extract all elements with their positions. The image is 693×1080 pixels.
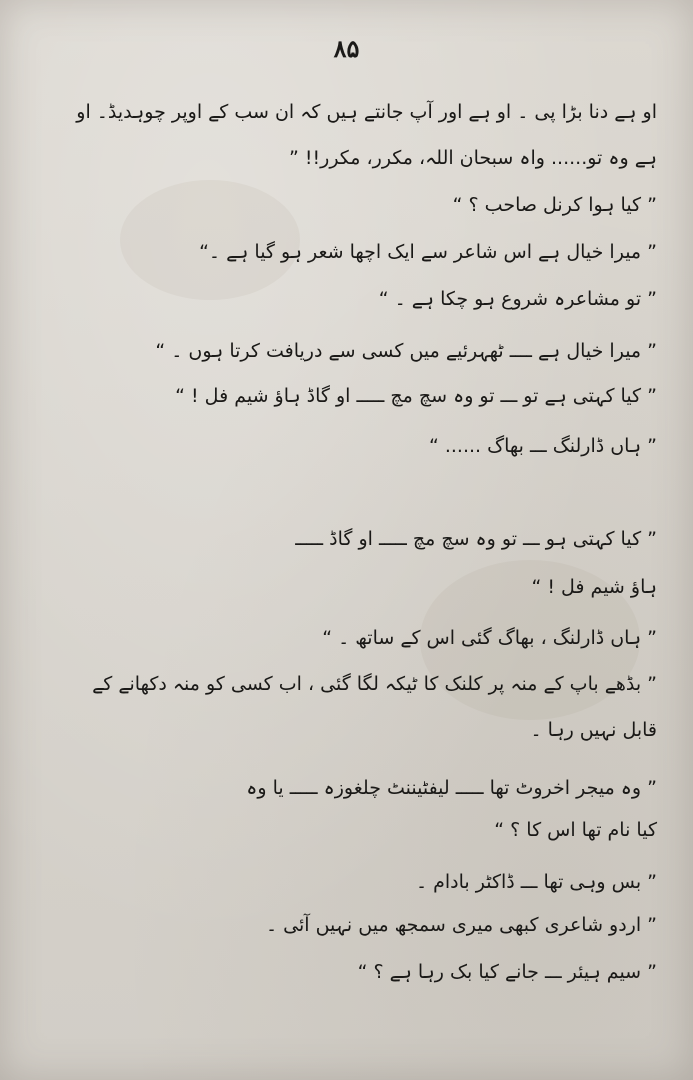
text-line-5: ” تو مشاعرہ شروع ہو چکا ہے ۔ “: [378, 288, 657, 310]
page-number: ۸۵: [333, 34, 360, 63]
text-line-1: او ہے دنا بڑا پی ۔ او ہے اور آپ جانتے ہیں کہ ان سب کے اوپر چوہدیڈ۔ او: [76, 101, 657, 123]
text-line-14: ” وہ میجر اخروٹ تھا ـــــ لیفٹیننٹ چلغوزہ ـــــ یا وہ: [246, 777, 657, 799]
text-line-2: ہے وہ تو...... واہ سبحان اللہ، مکرر، مکرر!! ”: [289, 147, 657, 169]
text-line-11: ” ہاں ڈارلنگ ، بھاگ گئی اس کے ساتھ ۔ “: [322, 627, 657, 649]
text-line-3: ” کیا ہوا کرنل صاحب ؟ “: [452, 194, 657, 216]
text-line-13: قابل نہیں رہا ۔: [530, 719, 657, 741]
text-line-15: کیا نام تھا اس کا ؟ “: [494, 819, 657, 841]
text-line-16: ” بس وہی تھا ـــ ڈاکٹر بادام ۔: [415, 871, 657, 893]
text-line-12: ” بڈھے باپ کے منہ پر کلنک کا ٹیکہ لگا گئی ، اب کسی کو منہ دکھانے کے: [92, 673, 657, 695]
text-line-17: ” اردو شاعری کبھی میری سمجھ میں نہیں آئی ۔: [265, 914, 657, 936]
text-line-6: ” میرا خیال ہے ــــ ٹھہرئیے میں کسی سے دریافت کرتا ہوں ۔ “: [155, 340, 657, 362]
text-line-8: ” ہاں ڈارلنگ ـــ بھاگ ...... “: [428, 435, 657, 457]
text-line-7: ” کیا کہتی ہے تو ـــ تو وہ سچ مچ ـــــ او گاڈ ہاؤ شیم فل ! “: [175, 385, 657, 407]
text-line-10: ہاؤ شیم فل ! “: [531, 576, 657, 598]
text-line-9: ” کیا کہتی ہو ـــ تو وہ سچ مچ ـــــ او گاڈ ـــــ: [295, 528, 657, 550]
text-line-4: ” میرا خیال ہے اس شاعر سے ایک اچھا شعر ہو گیا ہے ۔“: [199, 241, 657, 263]
text-line-18: ” سیم ہیئر ـــ جانے کیا بک رہا ہے ؟ “: [357, 961, 657, 983]
